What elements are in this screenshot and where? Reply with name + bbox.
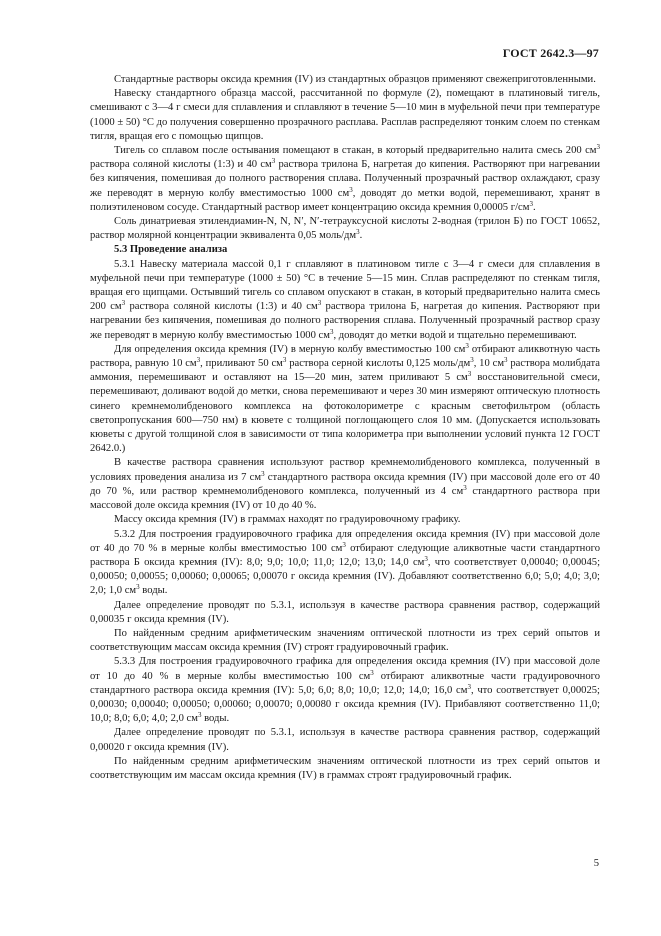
- paragraph: [90, 599, 600, 627]
- paragraph: [90, 513, 600, 527]
- paragraph: [90, 528, 600, 599]
- text-run: , приливают 50 см: [200, 358, 283, 370]
- text-run: Для определения оксида кремния (IV) в мерную колбу вместимостью 100 см: [114, 343, 466, 355]
- superscript: 3: [465, 341, 469, 350]
- superscript: 3: [271, 157, 276, 166]
- superscript: 3: [282, 356, 287, 365]
- paragraph: [90, 627, 600, 655]
- superscript: 3: [467, 682, 471, 691]
- paragraph: [90, 87, 600, 144]
- paragraph: [90, 726, 600, 754]
- text-run: 5.3.3 Для построения градуировочного графика для определения оксида кремния (IV) при массовой доле от 10 до 40 % в мерные колбы вместимостью 100 см: [90, 656, 600, 682]
- superscript: 3: [424, 554, 428, 563]
- text-run: Массу оксида кремния (IV) в граммах находят по градуировочному графику.: [114, 514, 461, 526]
- superscript: 3: [196, 356, 201, 365]
- text-run: , доводят до метки водой, перемешивают, хранят в полиэтиленовом сосуде. Стандартный раствор имеет концентрацию оксида кремния 0,00005 г/см: [90, 187, 600, 213]
- text-run: .: [359, 230, 363, 242]
- text-run: В качестве раствора сравнения используют раствор кремнемолибденового комплекса, полученный в условиях проведения анализа из 7 см: [90, 457, 600, 483]
- superscript: 3: [197, 711, 202, 720]
- superscript: 3: [136, 583, 140, 592]
- text-run: Далее определение проводят по 5.3.1, используя в качестве раствора сравнения раствор, содержащий 0,00035 г оксида кремния (IV).: [90, 599, 600, 625]
- text-run: Далее определение проводят по 5.3.1, используя в качестве раствора сравнения раствор, содержащий 0,00020 г оксида кремния (IV).: [90, 727, 600, 753]
- text-run: 5.3 Проведение анализа: [114, 244, 228, 256]
- text-run: стандартного раствора при массовой доле оксида кремния (IV) от 10 до 40 %.: [90, 485, 600, 512]
- paragraph: [90, 144, 600, 215]
- text-run: По найденным средним арифметическим значениям оптической плотности из трех серий опытов и соответствующим массам оксида кремния (IV) строят градуировочный график.: [90, 627, 600, 654]
- text-run: раствора соляной кислоты (1:3) и 40 см: [90, 159, 272, 171]
- text-run: воды.: [139, 585, 168, 597]
- text-run: раствора серной кислоты 0,125 моль/дм: [286, 358, 471, 370]
- paragraph: [90, 73, 600, 87]
- paragraph: [90, 343, 600, 457]
- text-run: восстановительной смеси, перемешивают, доливают водой до метки, снова перемешивают и через 30 мин измеряют оптическую плотность синего кремнемолибденового комплекса на фотоколориметре с красным светофильтром (область светопропускания 600—750 нм) в кювете с толщиной поглощающего слоя 10 мм. (Допускается использовать кюветы с другой толщиной слоя в зависимости от типа колориметра при выполнении условий пункта 12 ГОСТ 2642.0.): [90, 372, 600, 455]
- text-run: раствора трилона Б, нагретая до кипения. Растворяют при нагревании без кипячения, помешивая до полного растворения сплава. Полученный прозрачный раствор сразу же переводят в мерную колбу вместимостью 1000 см: [90, 301, 600, 341]
- superscript: 3: [463, 483, 467, 492]
- superscript: 3: [261, 469, 265, 478]
- superscript: 3: [596, 143, 600, 152]
- superscript: 3: [470, 356, 474, 365]
- superscript: 3: [317, 299, 322, 308]
- text-run: Навеску стандартного образца массой, рассчитанной по формуле (2), помещают в платиновый тигель, смешивают с 3—4 г смеси для сплавления и сплавляют в течение 5—10 мин в муфельной печи при температуре (1000 ± 50) °С до получения совершенно прозрачного расплава. Расплав распределяют тонким слоем по стенкам тигля, вращая его с помощью щипцов.: [90, 88, 600, 142]
- text-run: воды.: [201, 713, 230, 725]
- section-heading: [90, 243, 600, 257]
- text-run: 5.3.2 Для построения градуировочного графика для определения оксида кремния (IV) при массовой доле от 40 до 70 % в мерные колбы вместимостью 100 см: [90, 528, 600, 554]
- text-run: раствора трилона Б, нагретая до кипения. Растворяют при нагревании без кипячения, помешивая до полного растворения сплава. Полученный прозрачный раствор охлаждают, сразу же переводят в мерную колбу вместимостью 1000 см: [90, 159, 600, 199]
- superscript: 3: [504, 356, 508, 365]
- text-run: отбирают следующие аликвотные части стандартного раствора Б оксида кремния (IV): 8,0; 9,0; 10,0; 11,0; 12,0; 13,0; 14,0 см: [90, 542, 600, 568]
- superscript: 3: [467, 370, 472, 379]
- paragraph: [90, 655, 600, 726]
- text-run: , 10 см: [473, 358, 505, 370]
- superscript: 3: [329, 327, 334, 336]
- document-body: [90, 73, 600, 783]
- text-run: раствора соляной кислоты (1:3) и 40 см: [125, 301, 318, 313]
- text-run: Соль динатриевая этилендиамин-N, N, N′, N′-тетрауксусной кислоты 2-водная (трилон Б) по ГОСТ 10652, раствор молярной концентрации эквивалента 0,05 моль/дм: [90, 216, 600, 242]
- text-run: Стандартные растворы оксида кремния (IV) из стандартных образцов применяют свежеприготовленными.: [114, 74, 596, 85]
- superscript: 3: [121, 299, 126, 308]
- text-run: стандартного раствора оксида кремния (IV) при массовой доле его от 40 до 70 %, или раствор кремнемолибденового комплекса, полученный из 4 см: [90, 471, 600, 497]
- superscript: 3: [349, 185, 353, 194]
- superscript: 3: [342, 540, 346, 549]
- text-run: , доводят до метки водой и тщательно перемешивают.: [333, 329, 577, 341]
- text-run: По найденным средним арифметическим значениям оптической плотности из трех серий опытов и соответствующим им массам оксида кремния (IV) в граммах строят градуировочный график.: [90, 755, 600, 781]
- text-run: , что соответствует 0,00040; 0,00045; 0,00050; 0,00055; 0,00060; 0,00065; 0,00070 г оксида кремния (IV). Добавляют соответственно 6,0; 5,0; 4,0; 3,0; 2,0; 1,0 см: [90, 556, 601, 597]
- superscript: 3: [529, 199, 533, 208]
- superscript: 3: [356, 228, 360, 237]
- paragraph: [90, 456, 600, 513]
- paragraph: [90, 755, 600, 783]
- text-run: 5.3.1 Навеску материала массой 0,1 г сплавляют в платиновом тигле с 3—4 г смеси для сплавления в муфельной печи при температуре (1000 ± 50) °С в течение 5—15 мин. Сплав распределяют по стенкам тигля, вращая его щипцами. Остывший тигель со сплавом опускают в стакан, в который предварительно налита смесь 200 см: [90, 258, 600, 313]
- text-run: отбирают аликвотные части градуировочного стандартного раствора оксида кремния (IV): 5,0; 6,0; 8,0; 10,0; 12,0; 14,0; 16,0 см: [90, 670, 600, 696]
- page-number: 5: [593, 858, 599, 869]
- text-run: отбирают аликвотную часть раствора, равную 10 см: [90, 343, 600, 370]
- text-run: , что соответствует 0,00025; 0,00030; 0,00040; 0,00050; 0,00060; 0,00070; 0,00080 г оксида кремния (IV). Прибавляют соответственно 11,0; 10,0; 8,0; 6,0; 4,0; 2,0 см: [90, 684, 600, 725]
- paragraph: [90, 215, 600, 243]
- standard-code-header: ГОСТ 2642.3—97: [502, 46, 599, 60]
- paragraph: [90, 258, 600, 343]
- text-run: Тигель со сплавом после остывания помещают в стакан, в который предварительно налита смесь 200 см: [114, 145, 597, 157]
- text-run: раствора молибдата аммония, перемешивают и оставляют на 15—20 мин, затем приливают 5 см: [90, 358, 600, 384]
- superscript: 3: [370, 668, 374, 677]
- text-run: .: [532, 201, 536, 213]
